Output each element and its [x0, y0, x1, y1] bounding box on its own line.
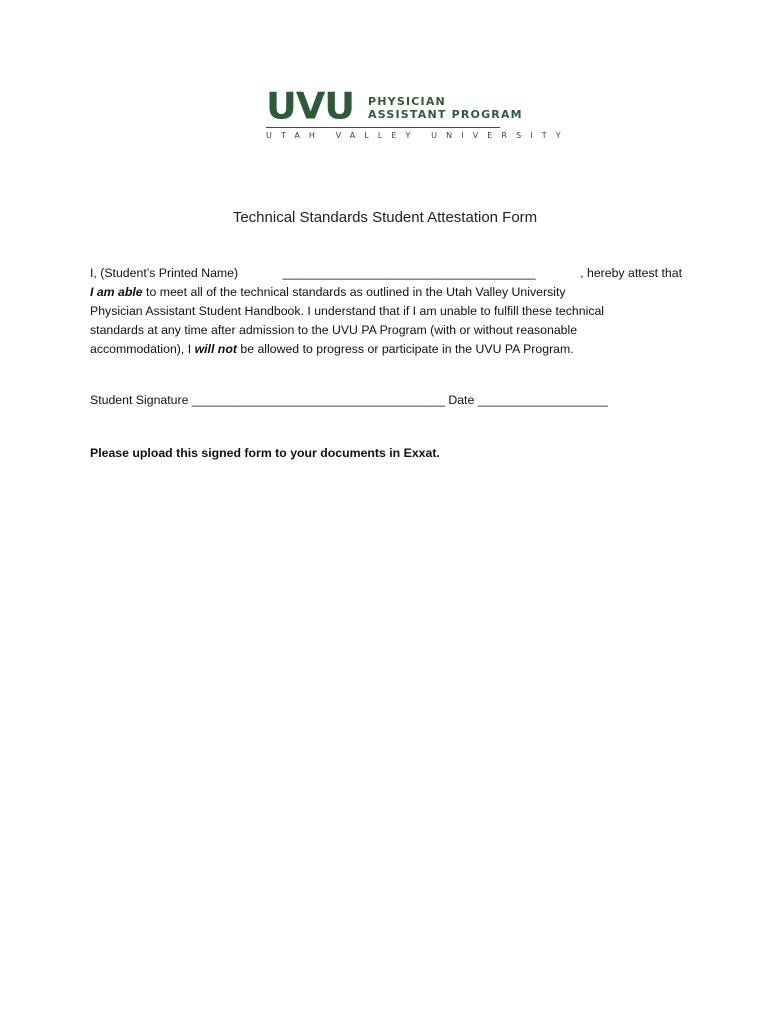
attestation-paragraph: [90, 264, 682, 359]
printed-name-field[interactable]: _____________________________________: [282, 266, 536, 280]
date-label: Date: [444, 393, 478, 407]
attestation-name-label: I, (Student’s Printed Name): [90, 266, 239, 280]
will-not-emphasis: will not: [194, 342, 237, 356]
attestation-line-5-start: accommodation), I: [90, 342, 195, 356]
attestation-line-4: standards at any time after admission to the UVU PA Program (with or without reasonable: [90, 323, 578, 337]
attestation-line-5: [90, 340, 682, 359]
signature-row: [90, 393, 608, 407]
signature-field[interactable]: _____________________________________: [191, 393, 445, 407]
i-am-able-emphasis: I am able: [90, 285, 143, 299]
attestation-line-3: Physician Assistant Student Handbook. I understand that if I am unable to fulfill these technical: [90, 304, 605, 318]
upload-instruction: Please upload this signed form to your documents in Exxat.: [90, 446, 440, 460]
uvu-pa-program-logo: [266, 85, 570, 144]
attestation-line-2: [90, 283, 682, 302]
logo-program-name: [368, 95, 523, 121]
logo-divider: [266, 127, 500, 128]
signature-label: Student Signature: [90, 393, 192, 407]
logo-university-name: UTAH VALLEY UNIVERSITY: [266, 131, 570, 140]
date-field[interactable]: ___________________: [477, 393, 608, 407]
attestation-line-1-end: , hereby attest that: [580, 266, 682, 280]
attestation-line-1: [90, 264, 682, 283]
attestation-line-5-end: be allowed to progress or participate in the UVU PA Program.: [236, 342, 574, 356]
logo-program-line2: ASSISTANT PROGRAM: [368, 108, 523, 121]
logo-mark: UVU: [266, 85, 355, 128]
logo-program-line1: PHYSICIAN: [368, 95, 446, 108]
attestation-line-2-text: to meet all of the technical standards as outlined in the Utah Valley University: [142, 285, 566, 299]
form-title: Technical Standards Student Attestation Form: [232, 209, 538, 226]
